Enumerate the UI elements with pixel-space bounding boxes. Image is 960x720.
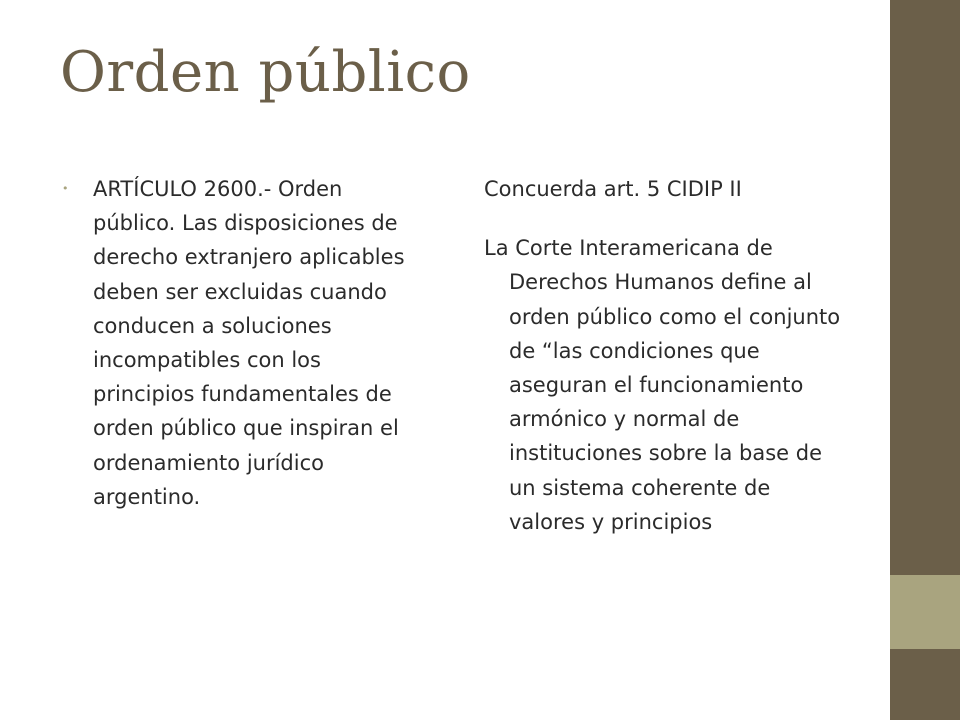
article-text: ARTÍCULO 2600.- Orden público. Las disposiciones de derecho extranjero aplicables deben ser excluidas cuando conducen a soluciones incompatibles con los principios fundamentales de orden público que inspiran el ordenamiento jurídico argentino. [93, 177, 405, 509]
definition-text: La Corte Interamericana de Derechos Humanos define al orden público como el conjunto de “las condiciones que aseguran el funcionamiento armónico y normal de instituciones sobre la base de un sistema coherente de valores y principios [484, 236, 841, 534]
concordance-text: Concuerda art. 5 CIDIP II [484, 177, 742, 201]
bullet-icon: • [62, 182, 69, 195]
bullet-item-article-2600 [60, 172, 420, 514]
left-column [60, 172, 420, 514]
sidebar-accent-middle [890, 575, 960, 649]
sidebar-accent-bottom [890, 649, 960, 720]
slide-title: Orden público [60, 40, 471, 105]
sidebar-accent-top [890, 0, 960, 575]
right-column [484, 172, 844, 539]
